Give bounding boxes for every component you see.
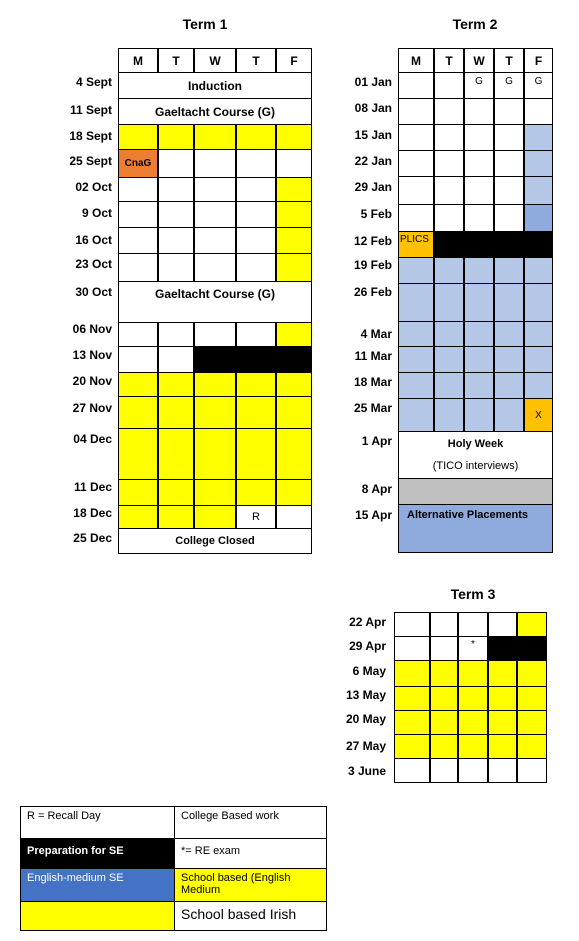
legend-re-exam: *= RE exam xyxy=(174,838,327,869)
term3-week-label: 3 June xyxy=(347,764,386,778)
term2-day-cell xyxy=(398,321,434,347)
term1-cnag-cell: CnaG xyxy=(118,149,158,178)
term2-day-cell xyxy=(434,398,464,432)
term1-day-header: F xyxy=(276,48,312,73)
term3-day-cell xyxy=(458,734,488,759)
term3-day-cell xyxy=(488,660,517,687)
term1-day-cell xyxy=(194,372,236,397)
term1-week-label: 20 Nov xyxy=(72,374,112,388)
term1-day-cell xyxy=(194,124,236,150)
term1-day-cell xyxy=(194,177,236,202)
term1-day-cell xyxy=(118,177,158,202)
term1-day-cell xyxy=(158,396,194,429)
term3-title: Term 3 xyxy=(450,586,496,602)
term2-week-label: 5 Feb xyxy=(360,207,392,221)
term2-day-cell xyxy=(524,176,553,205)
term1-day-header: M xyxy=(118,48,158,73)
term2-week-label: 25 Mar xyxy=(353,401,392,415)
term1-day-cell xyxy=(194,396,236,429)
term1-day-cell xyxy=(194,149,236,178)
term2-day-cell xyxy=(434,204,464,232)
term2-gaeltacht-cell: G xyxy=(464,72,494,99)
term3-week-label: 22 Apr xyxy=(349,615,386,629)
term3-day-cell xyxy=(458,710,488,735)
term1-week-label: 13 Nov xyxy=(72,348,112,362)
term2-week-label: 15 Apr xyxy=(355,508,392,522)
term2-holy-week: Holy Week xyxy=(447,438,504,450)
term1-day-cell xyxy=(236,227,276,254)
term3-day-cell xyxy=(394,734,430,759)
term2-day-cell xyxy=(398,257,434,284)
term3-day-cell xyxy=(517,710,547,735)
term2-week-label: 26 Feb xyxy=(353,285,392,299)
term2-day-cell xyxy=(398,72,434,99)
term2-day-header: T xyxy=(434,48,464,73)
term1-day-cell xyxy=(194,428,236,480)
term3-week-label: 6 May xyxy=(352,664,386,678)
term3-day-cell xyxy=(430,660,458,687)
term2-day-cell xyxy=(434,372,464,399)
term2-day-cell xyxy=(494,372,524,399)
term1-week-label: 23 Oct xyxy=(75,257,112,271)
term3-day-cell xyxy=(430,758,458,783)
term1-week-label: 25 Sept xyxy=(69,154,112,168)
term1-day-cell xyxy=(194,505,236,529)
term1-day-cell xyxy=(194,253,236,282)
term1-day-cell xyxy=(236,201,276,228)
term1-day-cell xyxy=(118,505,158,529)
term2-week-label: 29 Jan xyxy=(354,180,392,194)
term2-day-cell xyxy=(464,150,494,177)
term1-day-cell xyxy=(236,253,276,282)
term2-day-cell xyxy=(434,321,464,347)
term2-week-label: 1 Apr xyxy=(361,434,392,448)
term1-day-cell xyxy=(158,428,194,480)
term2-day-cell xyxy=(494,204,524,232)
term2-week-label: 8 Apr xyxy=(361,482,392,496)
term2-gaeltacht-cell: G xyxy=(524,72,553,99)
term2-day-header: W xyxy=(464,48,494,73)
term3-day-cell xyxy=(430,686,458,711)
term1-day-cell xyxy=(194,227,236,254)
term1-day-cell xyxy=(236,322,276,347)
legend-school-english: School based (English Medium xyxy=(174,868,327,902)
term2-day-cell xyxy=(464,176,494,205)
term1-week-label: 11 Dec xyxy=(73,480,112,494)
term2-day-cell xyxy=(464,372,494,399)
term1-day-cell xyxy=(194,346,236,373)
term2-day-cell xyxy=(524,372,553,399)
legend-school-irish: School based Irish xyxy=(174,901,327,931)
term2-week-label: 19 Feb xyxy=(353,258,392,272)
term2-day-cell xyxy=(434,98,464,125)
term2-week-label: 18 Mar xyxy=(353,375,392,389)
term3-day-cell xyxy=(458,758,488,783)
term1-day-cell xyxy=(236,149,276,178)
term3-day-cell xyxy=(394,612,430,637)
term1-day-cell xyxy=(158,322,194,347)
term1-day-cell xyxy=(158,253,194,282)
legend-prep: Preparation for SE xyxy=(20,838,175,869)
term1-induction: Induction xyxy=(118,72,312,99)
term1-day-cell xyxy=(118,396,158,429)
term2-day-cell xyxy=(464,204,494,232)
term1-week-label: 11 Sept xyxy=(69,103,112,117)
term3-day-cell xyxy=(430,636,458,661)
term2-week-label: 01 Jan xyxy=(354,75,392,89)
term1-day-cell xyxy=(236,124,276,150)
term1-week-label: 06 Nov xyxy=(72,322,112,336)
term3-week-label: 27 May xyxy=(345,739,386,753)
term1-week-label: 27 Nov xyxy=(72,401,112,415)
term1-week-label: 18 Dec xyxy=(73,506,112,520)
term2-day-cell xyxy=(464,283,494,322)
term2-week-label: 22 Jan xyxy=(354,154,392,168)
term3-day-cell xyxy=(430,734,458,759)
term1-day-cell xyxy=(118,227,158,254)
term2-day-cell xyxy=(524,204,553,232)
term2-day-cell xyxy=(464,398,494,432)
term3-day-cell xyxy=(517,758,547,783)
term2-day-header: T xyxy=(494,48,524,73)
term3-week-label: 13 May xyxy=(345,688,386,702)
term2-day-cell xyxy=(398,372,434,399)
term2-day-cell xyxy=(464,231,494,258)
term1-day-cell xyxy=(236,396,276,429)
term2-day-cell xyxy=(494,346,524,373)
term2-day-cell xyxy=(434,124,464,151)
term2-day-header: M xyxy=(398,48,434,73)
term2-day-cell xyxy=(494,231,524,258)
term2-day-cell xyxy=(524,98,553,125)
term1-day-cell xyxy=(118,346,158,373)
term2-day-cell xyxy=(494,98,524,125)
term1-day-cell xyxy=(158,372,194,397)
term1-day-cell xyxy=(158,479,194,506)
term1-day-cell xyxy=(158,177,194,202)
term3-day-cell xyxy=(488,636,517,661)
term2-tico-interviews: (TICO interviews) xyxy=(432,460,519,472)
term2-day-cell xyxy=(494,283,524,322)
term2-day-cell xyxy=(398,124,434,151)
term2-day-cell xyxy=(524,321,553,347)
term1-day-cell xyxy=(236,346,276,373)
term3-day-cell xyxy=(430,710,458,735)
term1-day-cell xyxy=(236,372,276,397)
legend-school-irish-swatch xyxy=(20,901,175,931)
term2-day-cell xyxy=(494,176,524,205)
term3-day-cell xyxy=(517,686,547,711)
term1-day-cell xyxy=(118,479,158,506)
term2-day-cell xyxy=(494,124,524,151)
term2-day-cell xyxy=(434,231,464,258)
term1-gaeltacht1: Gaeltacht Course (G) xyxy=(118,98,312,125)
term1-day-cell xyxy=(158,201,194,228)
term1-day-cell xyxy=(158,149,194,178)
term1-week-label: 4 Sept xyxy=(75,75,112,89)
term2-day-cell xyxy=(398,98,434,125)
term1-college-closed: College Closed xyxy=(118,528,312,554)
term1-day-cell xyxy=(118,372,158,397)
term2-day-cell xyxy=(398,283,434,322)
term3-re-exam-cell: * xyxy=(458,636,488,661)
term2-day-header: F xyxy=(524,48,553,73)
term2-day-cell xyxy=(434,346,464,373)
legend-recall: R = Recall Day xyxy=(20,806,175,839)
legend-college: College Based work xyxy=(174,806,327,839)
term1-day-cell xyxy=(118,428,158,480)
term1-recall-cell: R xyxy=(236,505,276,529)
term2-day-cell xyxy=(494,321,524,347)
term2-week-label: 11 Mar xyxy=(354,349,392,363)
term2-day-cell xyxy=(494,257,524,284)
term2-week-label: 4 Mar xyxy=(360,327,392,341)
term2-day-cell xyxy=(398,204,434,232)
term2-x-cell: X xyxy=(524,398,553,432)
term3-day-cell xyxy=(517,612,547,637)
term2-day-cell xyxy=(398,150,434,177)
term2-day-cell xyxy=(398,398,434,432)
legend-english-se: English-medium SE xyxy=(20,868,175,902)
term1-day-cell xyxy=(236,177,276,202)
term3-day-cell xyxy=(488,686,517,711)
term1-day-cell xyxy=(194,201,236,228)
term1-day-cell xyxy=(118,253,158,282)
term2-day-cell xyxy=(398,176,434,205)
term3-day-cell xyxy=(517,660,547,687)
term2-week-label: 12 Feb xyxy=(353,234,392,248)
term3-day-cell xyxy=(430,612,458,637)
term1-week-label: 02 Oct xyxy=(75,180,112,194)
term1-day-cell xyxy=(158,505,194,529)
term3-day-cell xyxy=(394,660,430,687)
term1-day-header: T xyxy=(158,48,194,73)
term3-day-cell xyxy=(517,636,547,661)
term3-day-cell xyxy=(488,612,517,637)
term2-day-cell xyxy=(398,346,434,373)
term2-day-cell xyxy=(524,257,553,284)
term2-day-cell xyxy=(464,98,494,125)
term3-day-cell xyxy=(517,734,547,759)
term2-day-cell xyxy=(434,257,464,284)
term3-day-cell xyxy=(488,734,517,759)
term1-day-header: T xyxy=(236,48,276,73)
term1-day-cell xyxy=(118,201,158,228)
term2-day-cell xyxy=(494,150,524,177)
term2-easter-block xyxy=(398,478,553,505)
term1-day-cell xyxy=(158,346,194,373)
term2-holy-week-block xyxy=(398,431,553,479)
term2-day-cell xyxy=(464,346,494,373)
term2-day-cell xyxy=(524,346,553,373)
term2-plics-cell: PLICS xyxy=(398,231,434,258)
term3-day-cell xyxy=(458,660,488,687)
term3-day-cell xyxy=(458,686,488,711)
term2-day-cell xyxy=(464,124,494,151)
term2-title: Term 2 xyxy=(452,16,498,32)
term1-week-label: 9 Oct xyxy=(81,206,112,220)
term2-day-cell xyxy=(524,150,553,177)
term3-day-cell xyxy=(394,636,430,661)
term1-week-label: 16 Oct xyxy=(75,233,112,247)
term2-alternative-placements: Alternative Placements xyxy=(398,504,553,553)
term3-day-cell xyxy=(488,710,517,735)
term1-day-cell xyxy=(236,479,276,506)
term2-day-cell xyxy=(524,231,553,258)
term1-week-label: 18 Sept xyxy=(69,129,112,143)
term2-week-label: 08 Jan xyxy=(354,101,392,115)
term1-title: Term 1 xyxy=(182,16,228,32)
term2-day-cell xyxy=(434,283,464,322)
term2-day-cell xyxy=(434,150,464,177)
term2-day-cell xyxy=(494,398,524,432)
term1-gaeltacht2: Gaeltacht Course (G) xyxy=(118,281,312,323)
term1-day-header: W xyxy=(194,48,236,73)
term1-day-cell xyxy=(118,124,158,150)
term3-day-cell xyxy=(488,758,517,783)
term2-day-cell xyxy=(434,176,464,205)
term1-day-cell xyxy=(118,322,158,347)
term3-day-cell xyxy=(394,686,430,711)
term3-week-label: 29 Apr xyxy=(349,639,386,653)
term1-day-cell xyxy=(194,322,236,347)
term1-day-cell xyxy=(158,227,194,254)
term2-gaeltacht-cell: G xyxy=(494,72,524,99)
term3-day-cell xyxy=(394,710,430,735)
term2-day-cell xyxy=(434,72,464,99)
term1-week-label: 30 Oct xyxy=(75,285,112,299)
term1-day-cell xyxy=(194,479,236,506)
term1-week-label: 25 Dec xyxy=(73,531,112,545)
term2-day-cell xyxy=(464,257,494,284)
term3-day-cell xyxy=(458,612,488,637)
term1-day-cell xyxy=(236,428,276,480)
term3-day-cell xyxy=(394,758,430,783)
term1-week-label: 04 Dec xyxy=(73,432,112,446)
term2-day-cell xyxy=(524,283,553,322)
term2-week-label: 15 Jan xyxy=(354,128,392,142)
term2-day-cell xyxy=(464,321,494,347)
term1-day-cell xyxy=(158,124,194,150)
term3-week-label: 20 May xyxy=(345,712,386,726)
term2-day-cell xyxy=(524,124,553,151)
